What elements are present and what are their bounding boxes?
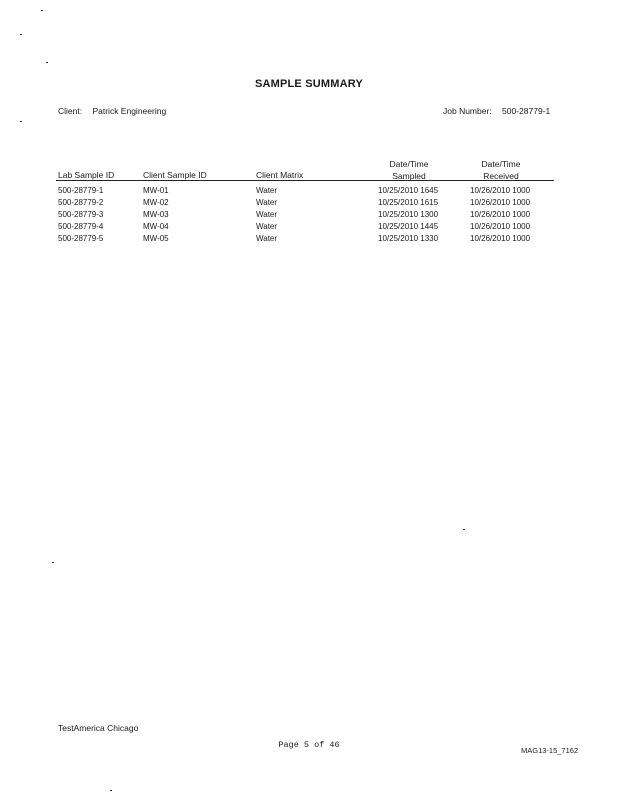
scan-speck bbox=[20, 34, 22, 35]
lab-sample-id-cell: 500-28779-2 bbox=[58, 198, 104, 207]
lab-sample-id-cell: 500-28779-5 bbox=[58, 234, 104, 243]
client-sample-id-cell: MW-02 bbox=[143, 198, 169, 207]
header-received-top: Date/Time bbox=[481, 159, 521, 169]
header-client-sample-id: Client Sample ID bbox=[143, 170, 207, 180]
scan-speck bbox=[46, 62, 48, 63]
header-client-matrix: Client Matrix bbox=[256, 170, 304, 180]
client-line bbox=[58, 106, 166, 116]
client-matrix-cell: Water bbox=[256, 186, 278, 195]
client-sample-id-cell: MW-03 bbox=[143, 210, 169, 219]
table-row bbox=[0, 198, 618, 210]
table-row bbox=[0, 210, 618, 222]
table-row bbox=[0, 234, 618, 246]
table-row bbox=[0, 186, 618, 198]
client-sample-id-cell: MW-01 bbox=[143, 186, 169, 195]
scan-speck bbox=[52, 562, 54, 563]
scan-speck bbox=[463, 529, 465, 530]
header-sampled bbox=[364, 158, 454, 182]
sampled-cell: 10/25/2010 1645 bbox=[378, 186, 439, 195]
received-cell: 10/26/2010 1000 bbox=[470, 210, 531, 219]
job-number-line bbox=[443, 106, 550, 116]
document-title: SAMPLE SUMMARY bbox=[254, 78, 364, 90]
client-matrix-cell: Water bbox=[256, 210, 278, 219]
job-number-label: Job Number: bbox=[443, 106, 492, 116]
client-sample-id-cell: MW-04 bbox=[143, 222, 169, 231]
lab-sample-id-cell: 500-28779-1 bbox=[58, 186, 104, 195]
received-cell: 10/26/2010 1000 bbox=[470, 234, 531, 243]
header-received-bottom: Received bbox=[483, 171, 519, 181]
sampled-cell: 10/25/2010 1300 bbox=[378, 210, 439, 219]
sampled-cell: 10/25/2010 1330 bbox=[378, 234, 439, 243]
sample-table-body bbox=[0, 186, 618, 246]
client-label: Client: bbox=[58, 106, 83, 116]
header-sampled-bottom: Sampled bbox=[392, 171, 426, 181]
client-sample-id-cell: MW-05 bbox=[143, 234, 169, 243]
received-cell: 10/26/2010 1000 bbox=[470, 222, 531, 231]
scan-speck bbox=[41, 10, 43, 11]
footer-company: TestAmerica Chicago bbox=[58, 723, 139, 733]
client-value: Patrick Engineering bbox=[92, 106, 167, 116]
received-cell: 10/26/2010 1000 bbox=[470, 186, 531, 195]
footer-page-number: Page 5 of 46 bbox=[278, 740, 340, 750]
header-sampled-top: Date/Time bbox=[389, 159, 429, 169]
job-number-value: 500-28779-1 bbox=[502, 106, 551, 116]
client-matrix-cell: Water bbox=[256, 234, 278, 243]
footer-document-code: MAG13-15_7162 bbox=[521, 746, 579, 755]
table-row bbox=[0, 222, 618, 234]
lab-sample-id-cell: 500-28779-4 bbox=[58, 222, 104, 231]
received-cell: 10/26/2010 1000 bbox=[470, 198, 531, 207]
sampled-cell: 10/25/2010 1445 bbox=[378, 222, 439, 231]
header-received bbox=[456, 158, 546, 182]
lab-sample-id-cell: 500-28779-3 bbox=[58, 210, 104, 219]
header-lab-sample-id: Lab Sample ID bbox=[58, 170, 115, 180]
client-matrix-cell: Water bbox=[256, 222, 278, 231]
scan-speck bbox=[20, 121, 22, 122]
client-matrix-cell: Water bbox=[256, 198, 278, 207]
header-underline bbox=[56, 180, 554, 181]
sampled-cell: 10/25/2010 1615 bbox=[378, 198, 439, 207]
scan-speck bbox=[110, 790, 112, 791]
